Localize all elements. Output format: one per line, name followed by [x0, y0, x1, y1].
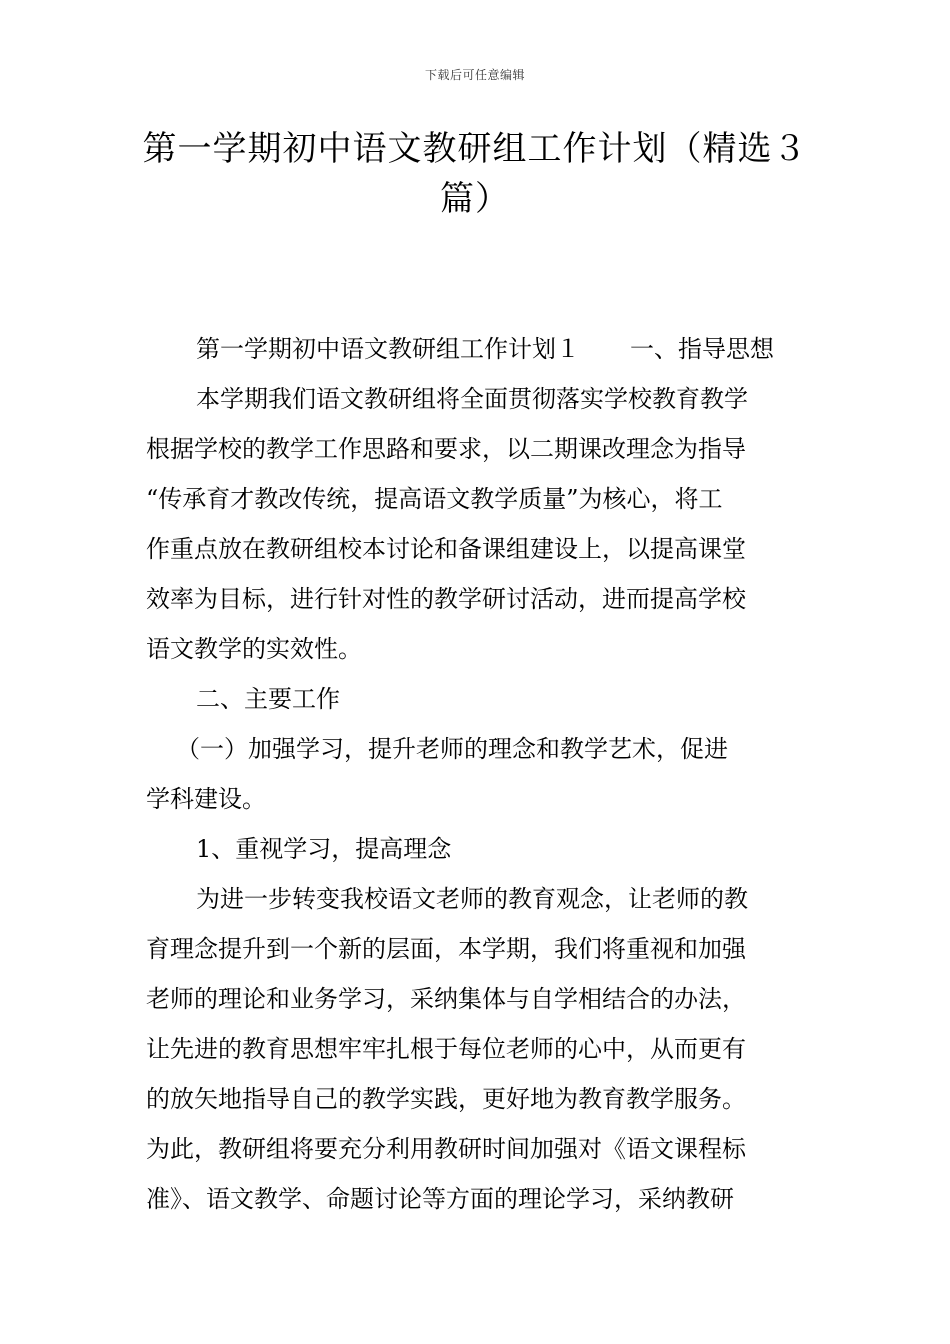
paragraph-line: 老师的理论和业务学习，采纳集体与自学相结合的办法， [146, 985, 746, 1013]
header-note: 下载后可任意编辑 [424, 68, 525, 82]
title-line-2: 篇） [440, 179, 510, 219]
document-body [146, 324, 806, 1224]
paragraph-line: 根据学校的教学工作思路和要求，以二期课改理念为指导 [146, 435, 746, 463]
paragraph-line: 学科建设。 [146, 785, 266, 813]
section-heading: 第一学期初中语文教研组工作计划１ [196, 335, 580, 363]
paragraph-line: 本学期我们语文教研组将全面贯彻落实学校教育教学 [196, 385, 748, 413]
paragraph-line: 的放矢地指导自己的教学实践，更好地为教育教学服务。 [146, 1085, 746, 1113]
paragraph-line [146, 324, 806, 374]
section-heading: 二、主要工作 [196, 685, 340, 713]
subsection-heading: 一、指导思想 [630, 335, 774, 363]
paragraph-line: 为进一步转变我校语文老师的教育观念，让老师的教 [196, 885, 748, 913]
title-line-1: 第一学期初中语文教研组工作计划（精选３ [142, 129, 808, 169]
paragraph-line: 让先进的教育思想牢牢扎根于每位老师的心中，从而更有 [146, 1035, 746, 1063]
paragraph-line: “传承育才教改传统，提高语文教学质量”为核心，将工 [146, 485, 723, 513]
subsection-heading: 1、重视学习，提高理念 [196, 835, 452, 863]
paragraph-line: 准》、语文教学、命题讨论等方面的理论学习，采纳教研 [146, 1185, 734, 1213]
paragraph-line: 语文教学的实效性。 [146, 635, 362, 663]
page-title [140, 124, 810, 224]
paragraph-line: 作重点放在教研组校本讨论和备课组建设上，以提高课堂 [146, 535, 746, 563]
paragraph-line: 育理念提升到一个新的层面，本学期，我们将重视和加强 [146, 935, 746, 963]
paragraph-line: 效率为目标，进行针对性的教学研讨活动，进而提高学校 [146, 585, 746, 613]
paragraph-line: （一）加强学习，提升老师的理念和教学艺术，促进 [176, 735, 728, 763]
paragraph-line: 为此，教研组将要充分利用教研时间加强对《语文课程标 [146, 1135, 746, 1163]
